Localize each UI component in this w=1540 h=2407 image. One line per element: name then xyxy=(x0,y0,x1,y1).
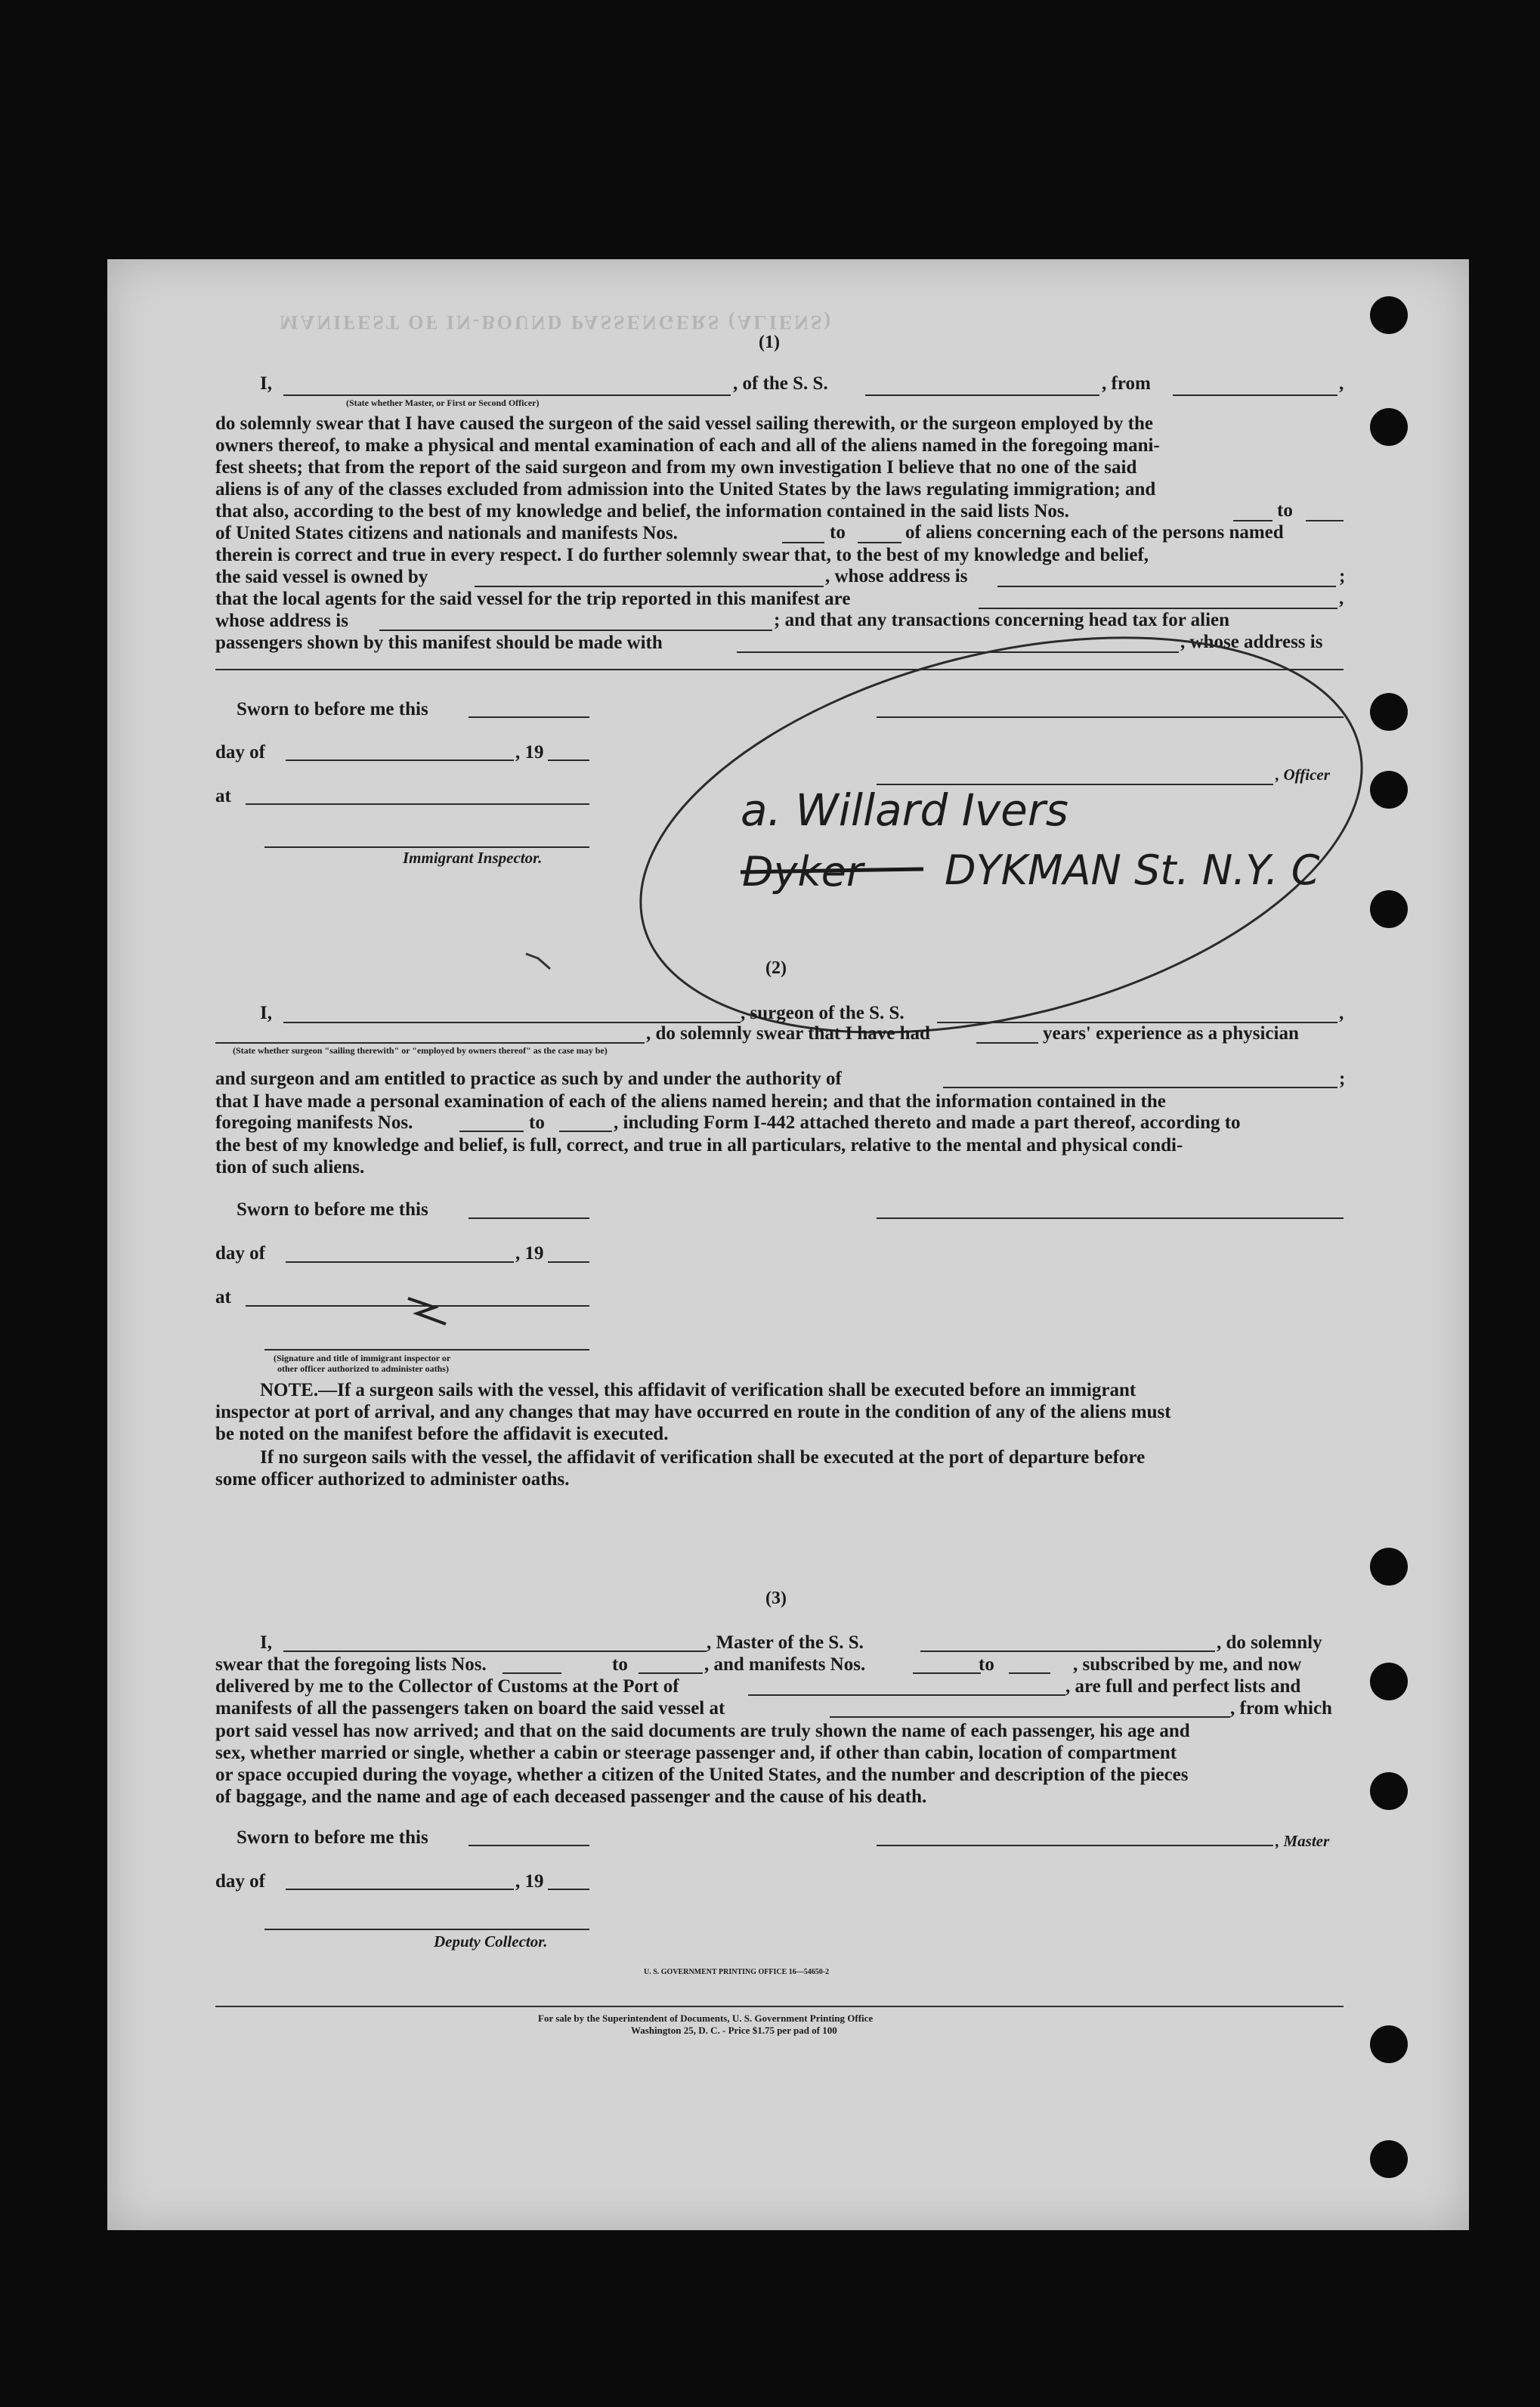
s2-text-line: the best of my knowledge and belief, is full, correct, and true in all particulars, relative to the mental and physical condi- xyxy=(215,1135,1183,1156)
s1-aliens-concerning: of aliens concerning each of the persons named xyxy=(905,522,1284,543)
s2-year-label: , 19 xyxy=(515,1243,544,1264)
s3-manifests-label: , and manifests Nos. xyxy=(704,1654,866,1675)
s3-master-name-field[interactable] xyxy=(283,1651,707,1652)
s3-lists-label: swear that the foregoing lists Nos. xyxy=(215,1654,487,1675)
s1-semicolon: ; xyxy=(1339,566,1346,586)
s1-officer-caption: (State whether Master, or First or Second Officer) xyxy=(346,398,540,408)
s2-to-label: to xyxy=(529,1112,545,1133)
s1-ss-label: , of the S. S. xyxy=(733,373,828,394)
s1-text-line: passengers shown by this manifest should be made with xyxy=(215,633,663,653)
s3-master-signature-line[interactable] xyxy=(877,1845,1273,1846)
s3-i-label: I, xyxy=(260,1632,272,1653)
s1-text-line: of United States citizens and nationals and manifests Nos. xyxy=(215,523,678,543)
s2-sig-caption-1: (Signature and title of immigrant inspector or xyxy=(274,1353,451,1363)
s2-i-label: I, xyxy=(260,1003,272,1023)
s1-line1-end: , xyxy=(1339,373,1344,394)
handwritten-address-struck: Dyker xyxy=(742,848,864,896)
s3-deputy-signature-line[interactable] xyxy=(264,1929,589,1930)
s2-text-line: tion of such aliens. xyxy=(215,1157,365,1177)
section-2-number: (2) xyxy=(765,958,787,978)
s2-at-label: at xyxy=(215,1287,231,1307)
s2-years-label: years' experience as a physician xyxy=(1043,1023,1299,1044)
s1-to-aliens-label: to xyxy=(830,522,846,543)
s1-text-line: do solemnly swear that I have caused the surgeon of the said vessel sailing therewith, or the surgeon employed by the xyxy=(215,413,1153,434)
s2-surgeon-of-label: , surgeon of the S. S. xyxy=(741,1003,905,1023)
s2-day-of-field[interactable] xyxy=(286,1261,514,1263)
s3-manifests-to-field[interactable] xyxy=(1009,1672,1050,1674)
s3-manifests-from-field[interactable] xyxy=(913,1672,981,1674)
s3-year-field[interactable] xyxy=(548,1889,589,1890)
s1-year-label: , 19 xyxy=(515,742,544,763)
s3-full-perfect-text: , are full and perfect lists and xyxy=(1065,1676,1301,1697)
s3-to-label-2: to xyxy=(979,1654,994,1675)
s1-text-line: aliens is of any of the classes excluded from admission into the United States by the laws regulating immigration; and xyxy=(215,479,1156,500)
bleed-through-text: MANIFEST OF IN-BOUND PASSENGERS (ALIENS) xyxy=(280,311,833,333)
s3-port-field[interactable] xyxy=(748,1694,1065,1696)
s2-note-4: If no surgeon sails with the vessel, the affidavit of verification shall be executed at the port of departure before xyxy=(260,1447,1146,1468)
s3-lists-to-field[interactable] xyxy=(639,1672,703,1674)
s2-year-field[interactable] xyxy=(548,1261,589,1263)
s1-comma: , xyxy=(1339,588,1344,608)
s2-note-3: be noted on the manifest before the affidavit is executed. xyxy=(215,1424,669,1444)
s2-form-text: , including Form I-442 attached thereto and made a part thereof, according to xyxy=(614,1112,1241,1133)
section-1-number: (1) xyxy=(759,333,780,352)
s3-text-line: sex, whether married or single, whether a cabin or steerage passenger and, if other than cabin, location of compartment xyxy=(215,1743,1177,1763)
s3-subscribed-text: , subscribed by me, and now xyxy=(1073,1654,1302,1675)
footer-rule xyxy=(215,2006,1344,2007)
s1-whose-address-label: , whose address is xyxy=(825,566,968,586)
s3-from-which-text: , from which xyxy=(1230,1698,1332,1719)
s1-i-label: I, xyxy=(260,373,272,394)
s3-line1-end: , do solemnly xyxy=(1217,1632,1322,1653)
s3-master-of-label: , Master of the S. S. xyxy=(707,1632,864,1653)
s2-note-1: NOTE.—If a surgeon sails with the vessel, this affidavit of verification shall be executed before an immigrant xyxy=(260,1380,1136,1400)
s2-sig-caption-2: other officer authorized to administer oaths) xyxy=(277,1363,449,1374)
s1-inspector-label: Immigrant Inspector. xyxy=(403,849,543,867)
s3-text-line: port said vessel has now arrived; and that on the said documents are truly shown the name of each passenger, his age and xyxy=(215,1721,1190,1741)
s2-years-field[interactable] xyxy=(976,1042,1038,1044)
s2-surgeon-caption: (State whether surgeon "sailing therewith" or "employed by owners thereof" as the case may be) xyxy=(233,1045,608,1056)
s3-boarded-text: manifests of all the passengers taken on board the said vessel at xyxy=(215,1698,725,1719)
s3-sworn-label: Sworn to before me this xyxy=(237,1827,428,1848)
s1-text-line: owners thereof, to make a physical and mental examination of each and all of the aliens named in the foregoing mani- xyxy=(215,435,1160,456)
s1-head-tax-text: ; and that any transactions concerning head tax for alien xyxy=(774,610,1230,630)
pencil-check-mark xyxy=(526,954,550,969)
s2-authority-field[interactable] xyxy=(943,1087,1337,1088)
s3-text-line: or space occupied during the voyage, whether a citizen of the United States, and the number and description of the pieces xyxy=(215,1765,1189,1785)
s2-sworn-field[interactable] xyxy=(468,1217,589,1219)
handwritten-address: DYKMAN St. N.Y. C xyxy=(945,846,1320,894)
s3-day-of-label: day of xyxy=(215,1871,265,1892)
s2-day-of-label: day of xyxy=(215,1243,265,1264)
printing-office-line: U. S. GOVERNMENT PRINTING OFFICE 16—54650-2 xyxy=(644,1968,830,1976)
s2-sailing-field[interactable] xyxy=(215,1042,645,1044)
s3-boarded-port-field[interactable] xyxy=(830,1716,1230,1718)
s1-to-label: to xyxy=(1277,500,1293,521)
s2-manifests-to-field[interactable] xyxy=(559,1131,612,1132)
s1-at-label: at xyxy=(215,786,231,806)
s3-day-of-field[interactable] xyxy=(286,1889,514,1890)
s2-sworn-label: Sworn to before me this xyxy=(237,1199,428,1220)
section-3-number: (3) xyxy=(765,1589,787,1608)
s1-from-label: , from xyxy=(1102,373,1151,394)
sale-notice-2: Washington 25, D. C. - Price $1.75 per pad of 100 xyxy=(631,2025,837,2036)
sale-notice-1: For sale by the Superintendent of Documents, U. S. Government Printing Office xyxy=(538,2013,874,2024)
s2-note-2: inspector at port of arrival, and any changes that may have occurred en route in the condition of any of the aliens must xyxy=(215,1402,1171,1422)
s3-lists-from-field[interactable] xyxy=(503,1672,561,1674)
s3-master-label: , Master xyxy=(1276,1832,1330,1850)
s1-day-of-label: day of xyxy=(215,742,265,763)
s3-collector-text: delivered by me to the Collector of Customs at the Port of xyxy=(215,1676,679,1697)
s2-manifests-label: foregoing manifests Nos. xyxy=(215,1112,413,1133)
s3-deputy-label: Deputy Collector. xyxy=(434,1932,548,1951)
s1-text-line: the said vessel is owned by xyxy=(215,567,428,587)
s2-note-5: some officer authorized to administer oaths. xyxy=(215,1469,570,1490)
s2-surgeon-signature-line[interactable] xyxy=(877,1217,1344,1219)
s1-text-line: therein is correct and true in every respect. I do further solemnly swear that, to the best of my knowledge and belief, xyxy=(215,545,1149,565)
handwritten-name: a. Willard Ivers xyxy=(741,784,1068,836)
s3-sworn-field[interactable] xyxy=(468,1845,589,1846)
s1-text-line: that also, according to the best of my knowledge and belief, the information contained in the said lists Nos. xyxy=(215,501,1069,521)
s3-text-line: of baggage, and the name and age of each deceased passenger and the cause of his death. xyxy=(215,1787,927,1807)
s1-sworn-label: Sworn to before me this xyxy=(237,699,428,719)
s3-year-label: , 19 xyxy=(515,1871,544,1892)
s1-text-line: fest sheets; that from the report of the said surgeon and from my own investigation I believe that no one of the said xyxy=(215,457,1137,478)
s2-line1-end: , xyxy=(1339,1003,1344,1023)
s2-inspector-signature-line[interactable] xyxy=(264,1349,589,1350)
s1-text-line: whose address is xyxy=(215,611,348,631)
s2-authority-text: and surgeon and am entitled to practice as such by and under the authority of xyxy=(215,1069,842,1089)
s1-text-line: that the local agents for the said vessel for the trip reported in this manifest are xyxy=(215,589,851,609)
s2-swear-label: , do solemnly swear that I have had xyxy=(646,1023,930,1044)
s3-ss-field[interactable] xyxy=(920,1651,1215,1652)
s2-text-line: that I have made a personal examination of each of the aliens named herein; and that the information contained in the xyxy=(215,1091,1166,1112)
s2-at-field[interactable] xyxy=(246,1305,589,1307)
s2-manifests-from-field[interactable] xyxy=(459,1131,524,1132)
pencil-scribble-mark xyxy=(408,1298,446,1324)
s3-to-label-1: to xyxy=(612,1654,628,1675)
s1-whose-address-is: , whose address is xyxy=(1180,632,1323,652)
s2-line3-end: ; xyxy=(1339,1069,1346,1089)
s1-officer-label: , Officer xyxy=(1276,766,1330,784)
